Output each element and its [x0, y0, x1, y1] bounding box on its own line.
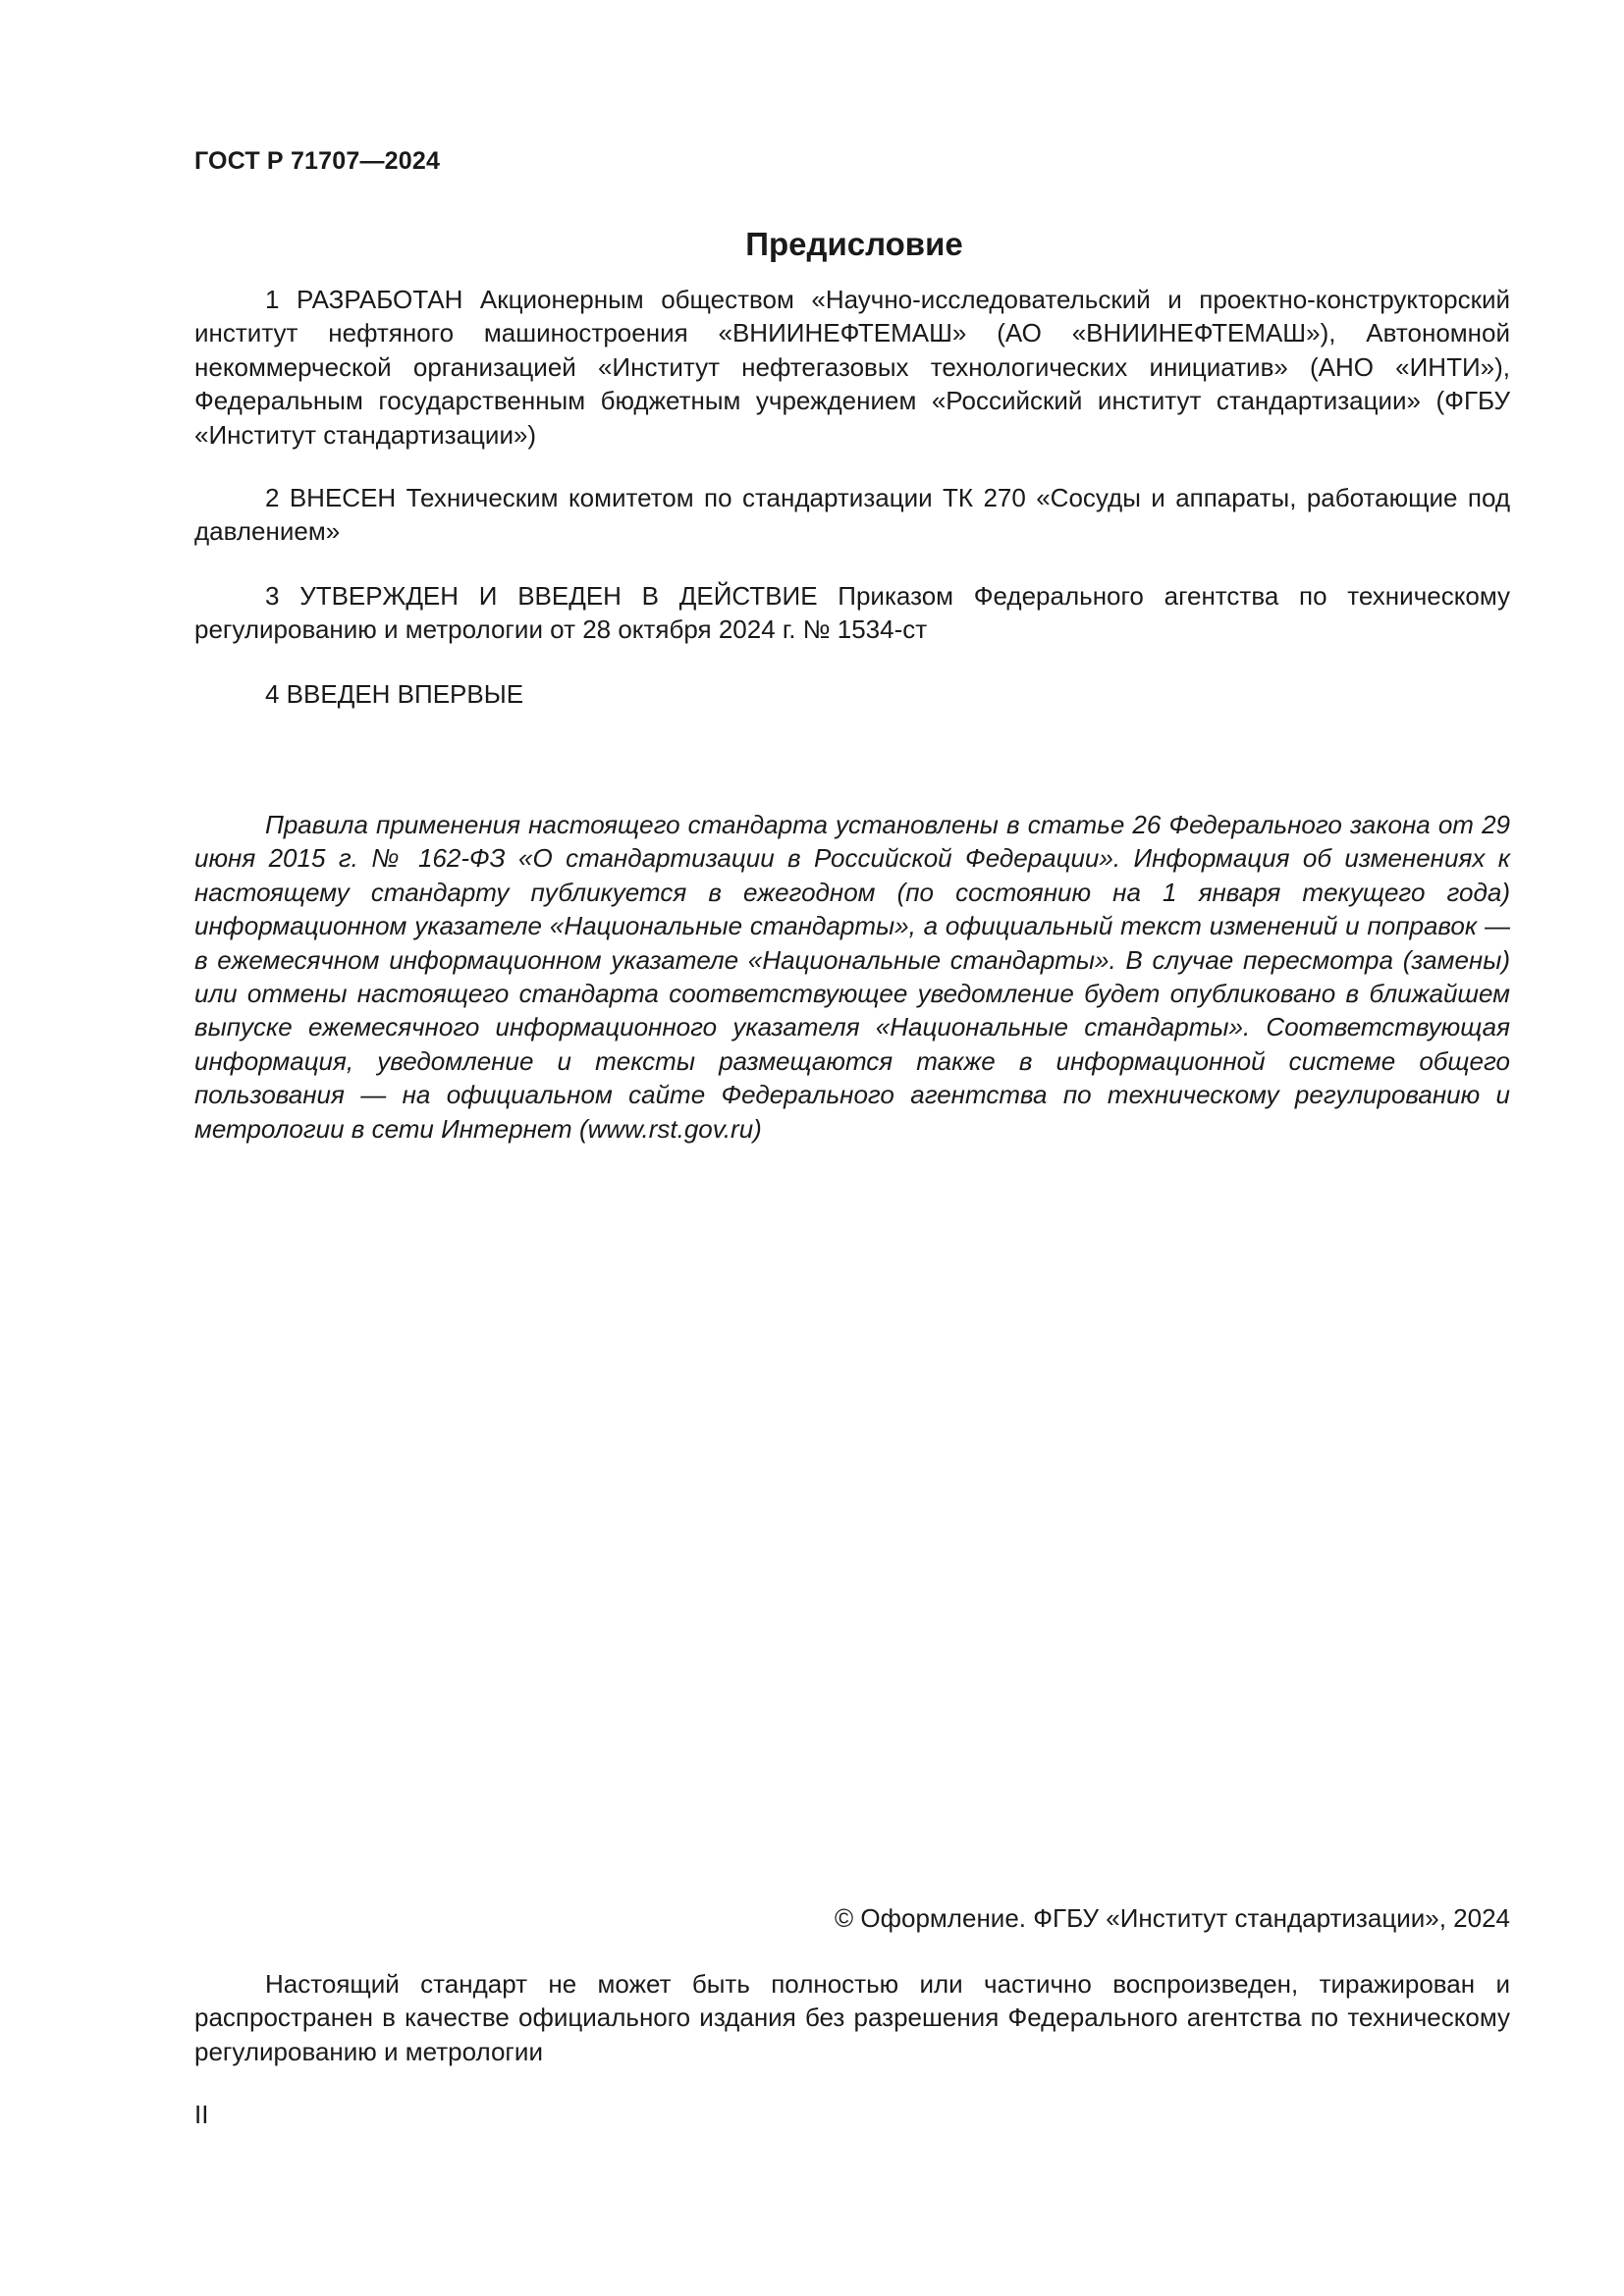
preface-item-developed: 1 РАЗРАБОТАН Акционерным обществом «Научно-исследовательский и проектно-конструкторский институт нефтяного машиностроения «ВНИИНЕФТЕМАШ» (АО «ВНИИНЕФТЕМАШ»), Автономной некоммерческой организацией «Институт нефтегазовых технологических инициатив» (АНО «ИНТИ»), Федеральным государственным бюджетным учреждением «Российский институт стандартизации» (ФГБУ «Институт стандартизации») [194, 285, 1510, 450]
preface-item-introduced: 2 ВНЕСЕН Техническим комитетом по стандартизации ТК 270 «Сосуды и аппараты, работающие под давлением» [194, 483, 1510, 547]
preface-title: Предисловие [745, 226, 963, 262]
document-code: ГОСТ Р 71707—2024 [194, 147, 441, 175]
preface-item-first-introduced: 4 ВВЕДЕН ВПЕРВЫЕ [265, 679, 524, 709]
reproduction-restriction-note: Настоящий стандарт не может быть полностью или частично воспроизведен, тиражирован и распространен в качестве официального издания без разрешения Федерального агентства по техническому регулированию и метрологии [194, 1969, 1510, 2066]
rules-of-application-note: Правила применения настоящего стандарта установлены в статье 26 Федерального закона от 29 июня 2015 г. № 162-ФЗ «О стандартизации в Российской Федерации». Информация об изменениях к настоящему стандарту публикуется в ежегодном (по состоянию на 1 января текущего года) информационном указателе «Национальные стандарты», а официальный текст изменений и поправок — в ежемесячном информационном указателе «Национальные стандарты». В случае пересмотра (замены) или отмены настоящего стандарта соответствующее уведомление будет опубликовано в ближайшем выпуске ежемесячного информационного указателя «Национальные стандарты». Соответствующая информация, уведомление и тексты размещаются также в информационной системе общего пользования — на официальном сайте Федерального агентства по техническому регулированию и метрологии в сети Интернет (www.rst.gov.ru) [194, 810, 1510, 1144]
page-number: II [194, 2100, 209, 2129]
preface-item-approved: 3 УТВЕРЖДЕН И ВВЕДЕН В ДЕЙСТВИЕ Приказом Федерального агентства по техническому регулированию и метрологии от 28 октября 2024 г. № 1534-ст [194, 581, 1510, 645]
copyright-notice: © Оформление. ФГБУ «Институт стандартизации», 2024 [835, 1903, 1510, 1933]
